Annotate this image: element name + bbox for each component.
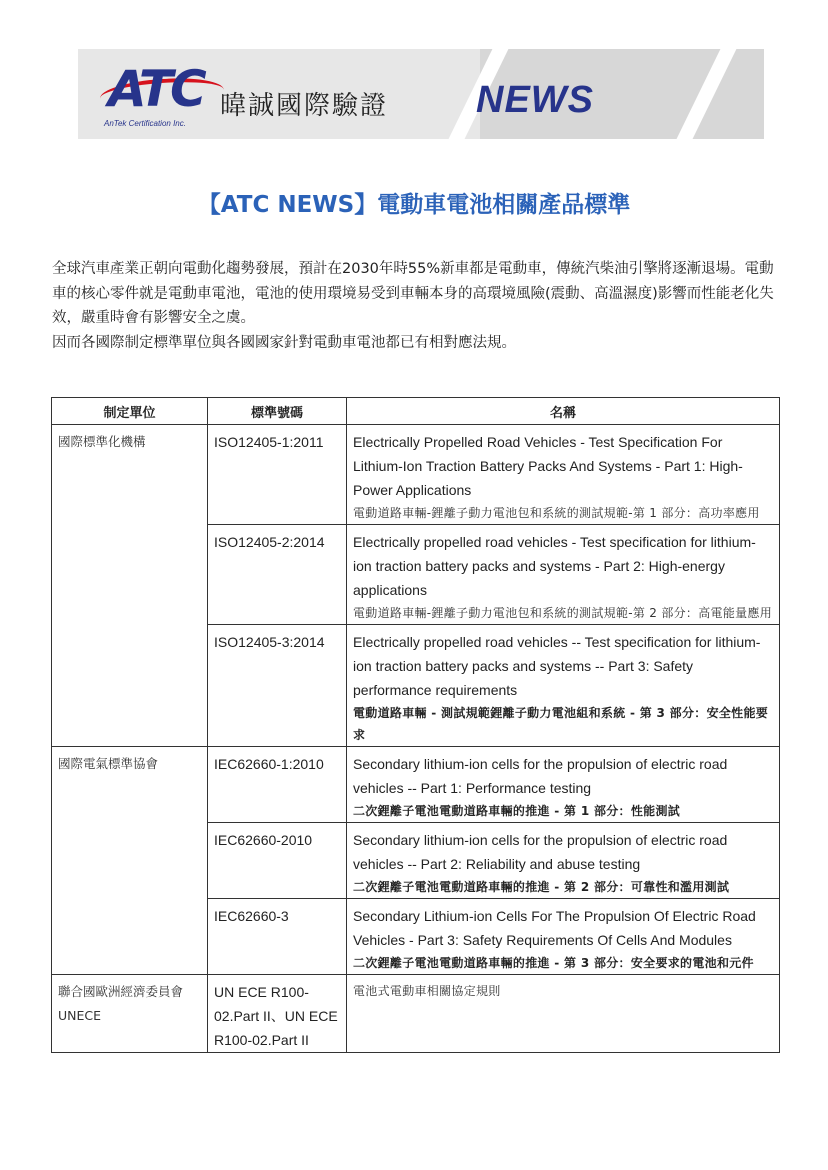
organization-name: 國際標準化機構 (58, 434, 146, 449)
standard-code-cell: ISO12405-3:2014 (208, 625, 347, 747)
standards-table (51, 397, 780, 1053)
company-logo: ATC (108, 60, 204, 118)
standard-name-cell (347, 525, 780, 625)
column-header: 制定單位 (52, 398, 208, 425)
standard-name-zh: 二次鋰離子電池電動道路車輛的推進 - 第 2 部分：可靠性和濫用測試 (353, 880, 730, 894)
banner-divider (671, 49, 742, 139)
intro-paragraph: 全球汽車產業正朝向電動化趨勢發展，預計在2030年時55%新車都是電動車，傳統汽柴油引擎將逐漸退場。電動車的核心零件就是電動車電池，電池的使用環境易受到車輛本身的高環境風險(震動、高溫濕度)影響而性能老化失效，嚴重時會有影響安全之虞。 (52, 261, 774, 326)
table-row (52, 425, 780, 525)
column-header: 名稱 (347, 398, 780, 425)
standard-code-cell: IEC62660-3 (208, 899, 347, 975)
table-header-row (52, 398, 780, 425)
standard-name-zh: 電動道路車輛-鋰離子動力電池包和系統的測試規範-第 2 部分：高電能量應用 (353, 606, 773, 620)
standard-name-zh: 二次鋰離子電池電動道路車輛的推進 - 第 1 部分：性能測試 (353, 804, 681, 818)
standard-name-en: Electrically Propelled Road Vehicles - Test Specification For Lithium-Ion Traction Battery Packs And Systems - Part 1: High-Power Applications (353, 434, 743, 498)
standard-name-zh: 電動道路車輛 - 測試規範鋰離子動力電池組和系統 - 第 3 部分：安全性能要求 (353, 706, 769, 742)
standard-name-cell (347, 425, 780, 525)
standard-name-en: Secondary lithium-ion cells for the propulsion of electric road vehicles -- Part 1: Performance testing (353, 756, 728, 796)
standard-name-cell (347, 747, 780, 823)
organization-cell (52, 975, 208, 1053)
standard-name-en: Secondary lithium-ion cells for the propulsion of electric road vehicles -- Part 2: Reliability and abuse testing (353, 832, 728, 872)
organization-name: UNECE (58, 1008, 102, 1023)
standard-name-cell (347, 899, 780, 975)
standard-name-cell (347, 625, 780, 747)
organization-cell (52, 425, 208, 747)
standard-name-cell (347, 823, 780, 899)
standard-name-zh: 電池式電動車相關協定規則 (353, 984, 501, 998)
standard-name-cell (347, 975, 780, 1053)
news-label: NEWS (476, 79, 594, 121)
intro-text (52, 257, 782, 355)
standard-code-cell: ISO12405-1:2011 (208, 425, 347, 525)
standard-code-cell: ISO12405-2:2014 (208, 525, 347, 625)
standard-name-zh: 二次鋰離子電池電動道路車輛的推進 - 第 3 部分：安全要求的電池和元件 (353, 956, 754, 970)
standard-name-zh: 電動道路車輛-鋰離子動力電池包和系統的測試規範-第 1 部分：高功率應用 (353, 506, 760, 520)
standard-code-cell: IEC62660-2010 (208, 823, 347, 899)
table-row (52, 975, 780, 1053)
organization-cell (52, 747, 208, 975)
organization-name: 聯合國歐洲經濟委員會 (58, 984, 184, 999)
table-row (52, 747, 780, 823)
intro-paragraph: 因而各國際制定標準單位與各國國家針對電動車電池都已有相對應法規。 (52, 334, 516, 351)
standard-code-cell: IEC62660-1:2010 (208, 747, 347, 823)
organization-name: 國際電氣標準協會 (58, 756, 159, 771)
standard-code-cell: UN ECE R100-02.Part II、UN ECE R100-02.Part II (208, 975, 347, 1053)
standard-name-en: Electrically propelled road vehicles - Test specification for lithium-ion traction battery packs and systems - Part 2: High-energy applications (353, 534, 756, 598)
page-title: 【ATC NEWS】電動車電池相關產品標準 (197, 192, 631, 218)
standard-name-en: Electrically propelled road vehicles -- Test specification for lithium-ion traction battery packs and systems -- Part 3: Safety performance requirements (353, 634, 761, 698)
company-name: 暐誠國際驗證 (220, 91, 389, 121)
standard-name-en: Secondary Lithium-ion Cells For The Propulsion Of Electric Road Vehicles - Part 3: Safety Requirements Of Cells And Modules (353, 908, 756, 948)
logo-subtext: AnTek Certification Inc. (104, 119, 186, 128)
column-header: 標準號碼 (208, 398, 347, 425)
header-banner (78, 49, 764, 139)
